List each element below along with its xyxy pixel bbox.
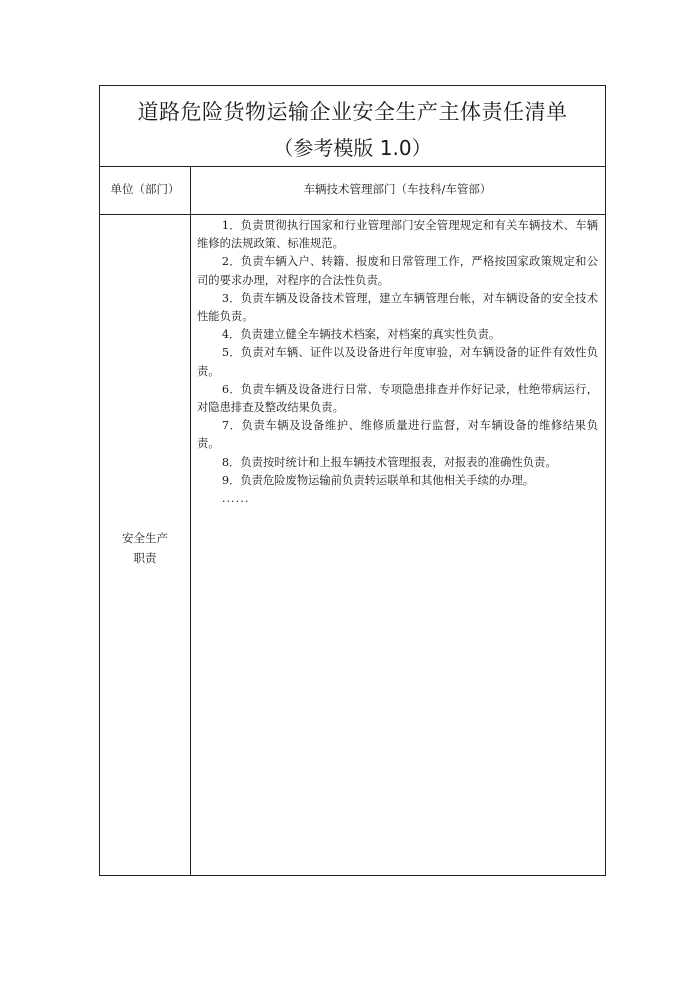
duty-item-6: 6．负责车辆及设备进行日常、专项隐患排查并作好记录，杜绝带病运行，对隐患排查及整改结果负责。 [197, 382, 598, 415]
unit-row [100, 166, 605, 215]
duty-item-1: 1．负责贯彻执行国家和行业管理部门安全管理规定和有关车辆技术、车辆维修的法规政策、标准规范。 [197, 219, 598, 251]
duty-list [197, 217, 598, 508]
duty-label-line2: 职责 [133, 551, 157, 565]
duty-label [100, 528, 190, 568]
unit-label: 单位（部门） [110, 182, 180, 196]
duty-item-7: 7．负责车辆及设备维护、维修质量进行监督，对车辆设备的维修结果负责。 [197, 419, 598, 451]
column-divider [190, 166, 191, 875]
duty-item-2: 2．负责车辆入户、转籍、报废和日常管理工作，严格按国家政策规定和公司的要求办理，对程序的合法性负责。 [197, 255, 598, 287]
title-block [100, 86, 605, 167]
responsibility-table [99, 85, 606, 876]
duty-item-9: 9．负责危险废物运输前负责转运联单和其他相关手续的办理。 [221, 473, 535, 487]
unit-value: 车辆技术管理部门（车技科/车管部） [303, 182, 492, 196]
document-subtitle: （参考模版 1.0） [273, 136, 432, 160]
document-title: 道路危险货物运输企业安全生产主体责任清单 [137, 100, 568, 124]
duty-item-3: 3．负责车辆及设备技术管理，建立车辆管理台帐，对车辆设备的安全技术性能负责。 [197, 291, 598, 324]
duty-item-4: 4．负责建立健全车辆技术档案，对档案的真实性负责。 [221, 328, 501, 342]
duty-item-5: 5．负责对车辆、证件以及设备进行年度审验，对车辆设备的证件有效性负责。 [197, 346, 598, 378]
duty-label-line1: 安全生产 [122, 531, 168, 545]
duty-ellipsis: ...... [221, 492, 250, 506]
duty-item-8: 8．负责按时统计和上报车辆技术管理报表，对报表的准确性负责。 [221, 455, 557, 469]
